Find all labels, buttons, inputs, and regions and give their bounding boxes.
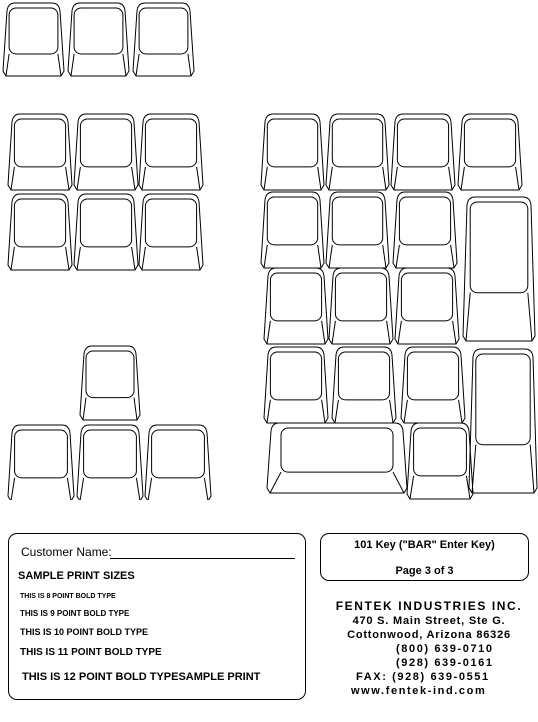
company-fax: FAX: (928) 639-0551: [356, 671, 490, 683]
keycap-top: [86, 351, 134, 398]
keycap-standard: [3, 3, 64, 76]
keycap-top: [152, 430, 205, 478]
keycap-standard: [261, 114, 324, 190]
keycap-outline: [8, 114, 72, 190]
keycap-standard: [264, 347, 328, 423]
keycap-top: [338, 352, 389, 400]
keycap-top: [15, 430, 68, 478]
keycap-outline: [332, 347, 396, 423]
keycap-standard: [332, 347, 396, 423]
keycap-top: [401, 273, 452, 321]
keycap-top: [139, 8, 188, 54]
keycap-outline: [407, 423, 473, 499]
company-street: 470 S. Main Street, Ste G.: [352, 615, 506, 627]
keycap-top: [397, 119, 448, 167]
keycap-outline: [395, 268, 459, 344]
keycap-bevel: [466, 293, 532, 341]
keycap-top: [267, 197, 317, 245]
sample-10pt: THIS IS 10 POINT BOLD TYPE: [20, 627, 149, 637]
keycap-bevel: [264, 167, 321, 190]
keycap-top: [270, 273, 321, 321]
keycap-outline: [139, 114, 203, 190]
keycap-bevel: [77, 167, 135, 190]
keycap-top: [335, 273, 386, 321]
keycap-standard: [391, 114, 455, 190]
keycap-outline: [8, 425, 74, 500]
keycap-standard: [139, 114, 203, 190]
keycap-outline: [401, 347, 465, 423]
keycap-outline: [261, 114, 324, 190]
customer-name-line[interactable]: [110, 558, 295, 559]
company-phone-2: (928) 639-0161: [396, 657, 494, 669]
keycap-outline: [264, 347, 328, 423]
keycap-top: [332, 197, 382, 245]
keycap-bevel: [11, 478, 71, 500]
keycap-bevel: [71, 54, 126, 76]
keycap-outline: [3, 3, 64, 76]
keycap-outline: [8, 194, 72, 270]
keycap-bevel: [335, 400, 393, 423]
keycap-tall: [469, 349, 537, 493]
keycap-bevel: [6, 54, 61, 76]
sample-12pt: THIS IS 12 POINT BOLD TYPESAMPLE PRINT: [22, 671, 261, 683]
keycap-outline: [68, 3, 129, 76]
keycap-standard: [8, 425, 74, 500]
keycap-outline: [463, 197, 535, 341]
keycap-standard: [8, 194, 72, 270]
keycap-outline: [264, 268, 328, 344]
keycap-standard: [68, 3, 129, 76]
info-title: 101 Key ("BAR" Enter Key): [354, 539, 495, 551]
keycap-bevel: [83, 398, 137, 420]
keycap-bevel: [267, 321, 325, 344]
keycap-outline: [393, 192, 457, 268]
company-city: Cottonwood, Arizona 86326: [347, 629, 511, 641]
info-page: Page 3 of 3: [395, 565, 454, 577]
keycap-top: [14, 119, 65, 167]
keycap-bevel: [398, 321, 456, 344]
keycap-standard: [77, 425, 143, 500]
keycap-outline: [133, 3, 194, 76]
sample-9pt: THIS IS 9 POINT BOLD TYPE: [20, 609, 130, 618]
keycap-bevel: [136, 54, 191, 76]
keycap-standard: [139, 194, 203, 270]
keycap-standard: [393, 192, 457, 268]
customer-name-label: Customer Name:: [21, 545, 112, 559]
keycap-bevel: [329, 245, 386, 268]
keycap-bevel: [461, 167, 519, 190]
sample-11pt: THIS IS 11 POINT BOLD TYPE: [20, 647, 162, 658]
keycap-top: [399, 197, 450, 245]
keycap-bevel: [142, 167, 200, 190]
keycap-bevel: [11, 167, 69, 190]
keycap-top: [267, 119, 317, 167]
keycap-top: [414, 428, 467, 476]
keycap-wide: [267, 423, 407, 493]
keycap-bevel: [148, 478, 208, 500]
keycap-top: [14, 199, 65, 247]
sample-sizes-heading: SAMPLE PRINT SIZES: [18, 570, 135, 582]
keycap-top: [80, 119, 131, 167]
keycap-standard: [326, 114, 389, 190]
keycap-standard: [133, 3, 194, 76]
keycap-standard: [401, 347, 465, 423]
keycap-outline: [74, 194, 138, 270]
keycap-top: [332, 119, 382, 167]
keycap-bevel: [142, 247, 200, 270]
keycap-bevel: [332, 321, 390, 344]
keycap-outline: [458, 114, 522, 190]
keycap-outline: [469, 349, 537, 493]
keycap-bevel: [80, 478, 140, 500]
keycap-outline: [145, 425, 211, 500]
keycap-top: [476, 354, 530, 445]
keycap-standard: [145, 425, 211, 500]
keycap-top: [470, 202, 528, 293]
keycap-standard: [80, 346, 140, 420]
keycap-outline: [329, 268, 393, 344]
keycap-standard: [74, 194, 138, 270]
keycap-outline: [261, 192, 324, 268]
keycap-standard: [8, 114, 72, 190]
keycap-standard: [261, 192, 324, 268]
keycap-standard: [326, 192, 389, 268]
keycap-standard: [458, 114, 522, 190]
keycap-bevel: [329, 167, 386, 190]
keycap-outline: [267, 423, 407, 493]
keycap-bevel: [472, 445, 534, 493]
keycap-top: [270, 352, 321, 400]
keycap-outline: [80, 346, 140, 420]
keycap-bevel: [264, 245, 321, 268]
keycap-outline: [326, 192, 389, 268]
keycap-bevel: [404, 400, 462, 423]
keycap-standard: [74, 114, 138, 190]
company-phone-1: (800) 639-0710: [396, 643, 494, 655]
company-name: FENTEK INDUSTRIES INC.: [335, 599, 523, 613]
keycap-standard: [407, 423, 473, 499]
keycap-top: [407, 352, 458, 400]
keycap-outline: [391, 114, 455, 190]
keycap-top: [74, 8, 123, 54]
company-website[interactable]: www.fentek-ind.com: [351, 685, 487, 697]
keycap-top: [281, 428, 393, 472]
keycap-top: [464, 119, 515, 167]
keycap-bevel: [394, 167, 452, 190]
keycap-bevel: [410, 476, 470, 499]
keycap-bevel: [396, 245, 454, 268]
keycap-standard: [264, 268, 328, 344]
keycap-outline: [139, 194, 203, 270]
sample-8pt: THIS IS 8 POINT BOLD TYPE: [20, 593, 116, 600]
keycap-standard: [329, 268, 393, 344]
keycap-tall: [463, 197, 535, 341]
keycap-outline: [77, 425, 143, 500]
keycap-top: [84, 430, 137, 478]
keycap-bevel: [267, 400, 325, 423]
keycap-bevel: [77, 247, 135, 270]
keycap-top: [145, 119, 196, 167]
keycap-standard: [395, 268, 459, 344]
keycap-outline: [74, 114, 138, 190]
keycap-top: [145, 199, 196, 247]
keycap-bevel: [11, 247, 69, 270]
keycap-bevel: [270, 472, 404, 493]
keycap-top: [80, 199, 131, 247]
keycap-top: [9, 8, 58, 54]
keycap-outline: [326, 114, 389, 190]
